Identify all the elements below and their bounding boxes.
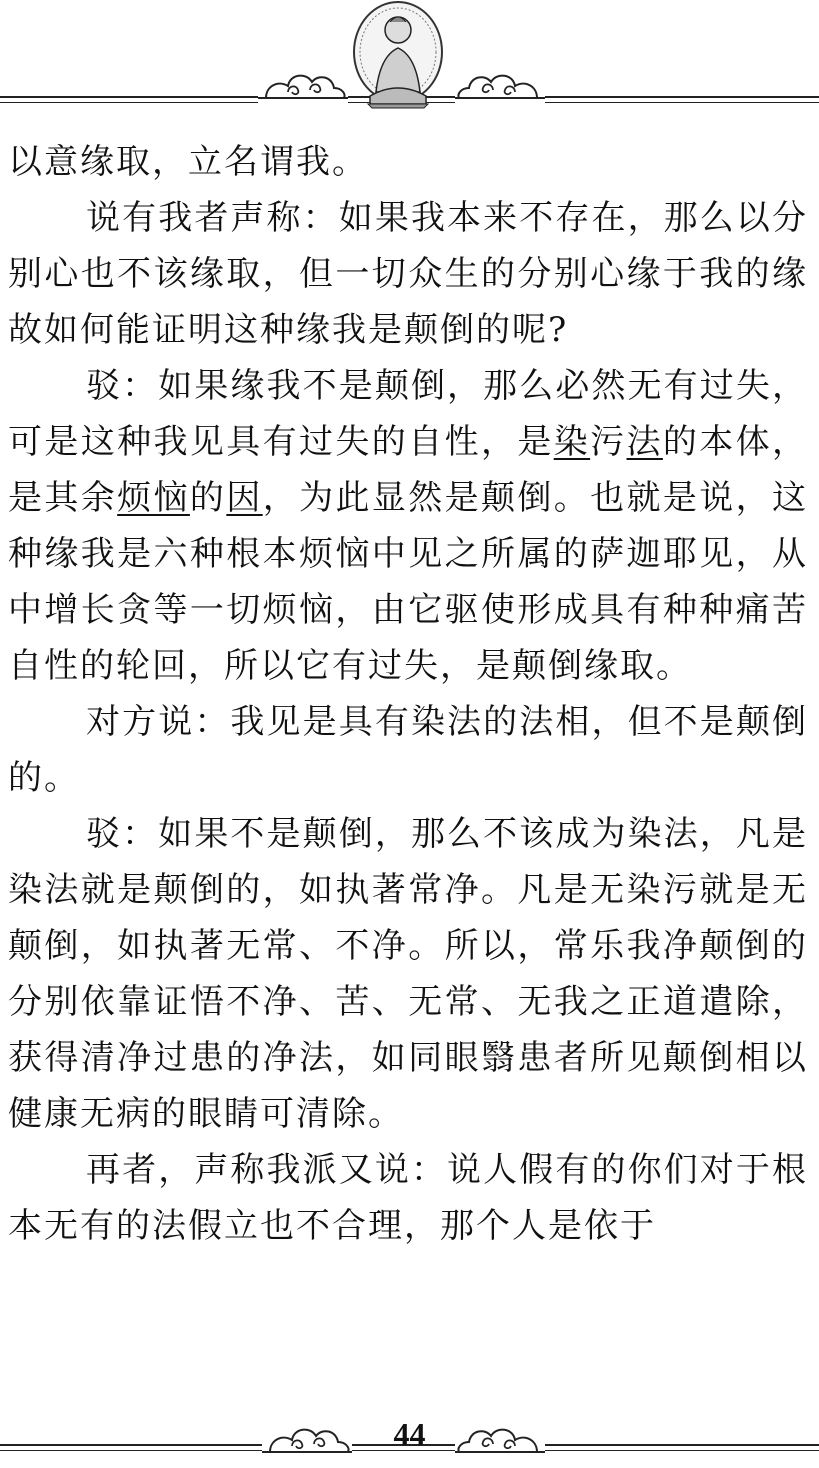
page-footer bbox=[0, 1410, 819, 1468]
text-run: ，为此显然是颠倒。也就是说，这种缘我是六种根本烦恼中见之所属的萨迦耶见，从中增长贪等一切烦恼，由它驱使形成具有种种痛苦自性的轮回，所以它有过失，是颠倒缘取。 bbox=[8, 478, 809, 686]
page-header bbox=[0, 0, 819, 115]
text-run: 驳：如果不是颠倒，那么不该成为染法，凡是染法就是颠倒的，如执著常净。凡是无染污就是无颠倒，如执著无常、不净。所以，常乐我净颠倒的分别依靠证悟不净、苦、无常、无我之正道遣除，获得清净过患的净法，如同眼翳患者所见颠倒相以健康无病的眼睛可清除。 bbox=[8, 814, 808, 1134]
underlined-term: 法 bbox=[626, 422, 663, 462]
text-run: 污 bbox=[590, 422, 627, 462]
paragraph bbox=[8, 694, 808, 806]
body-text bbox=[8, 134, 808, 1254]
text-run: 说有我者声称：如果我本来不存在，那么以分别心也不该缘取，但一切众生的分别心缘于我的缘故如何能证明这种缘我是颠倒的呢? bbox=[8, 198, 808, 350]
paragraph bbox=[8, 358, 808, 694]
text-run: 再者，声称我派又说：说人假有的你们对于根本无有的法假立也不合理，那个人是依于 bbox=[8, 1150, 808, 1246]
text-run: 对方说：我见是具有染法的法相，但不是颠倒的。 bbox=[8, 702, 808, 798]
text-run: 驳：如果缘我不是颠倒，那么必然无有过失，可是这种我见具有过失的自性，是 bbox=[8, 366, 808, 462]
underlined-term: 因 bbox=[226, 478, 263, 518]
text-run: 的 bbox=[189, 478, 227, 518]
underlined-term: 染 bbox=[553, 422, 591, 462]
text-run: 的本体，是其余 bbox=[8, 422, 809, 518]
page-number: 44 bbox=[393, 1416, 426, 1452]
buddha-image-icon bbox=[350, 0, 446, 110]
left-cloud-ornament-icon bbox=[258, 62, 348, 104]
paragraph bbox=[8, 190, 808, 358]
underlined-term: 烦恼 bbox=[117, 478, 190, 518]
right-cloud-ornament-icon bbox=[455, 1418, 545, 1458]
paragraph bbox=[8, 134, 808, 190]
paragraph bbox=[8, 1142, 808, 1254]
right-cloud-ornament-icon bbox=[455, 62, 545, 104]
text-run: 以意缘取，立名谓我。 bbox=[8, 142, 368, 182]
paragraph bbox=[8, 806, 808, 1142]
